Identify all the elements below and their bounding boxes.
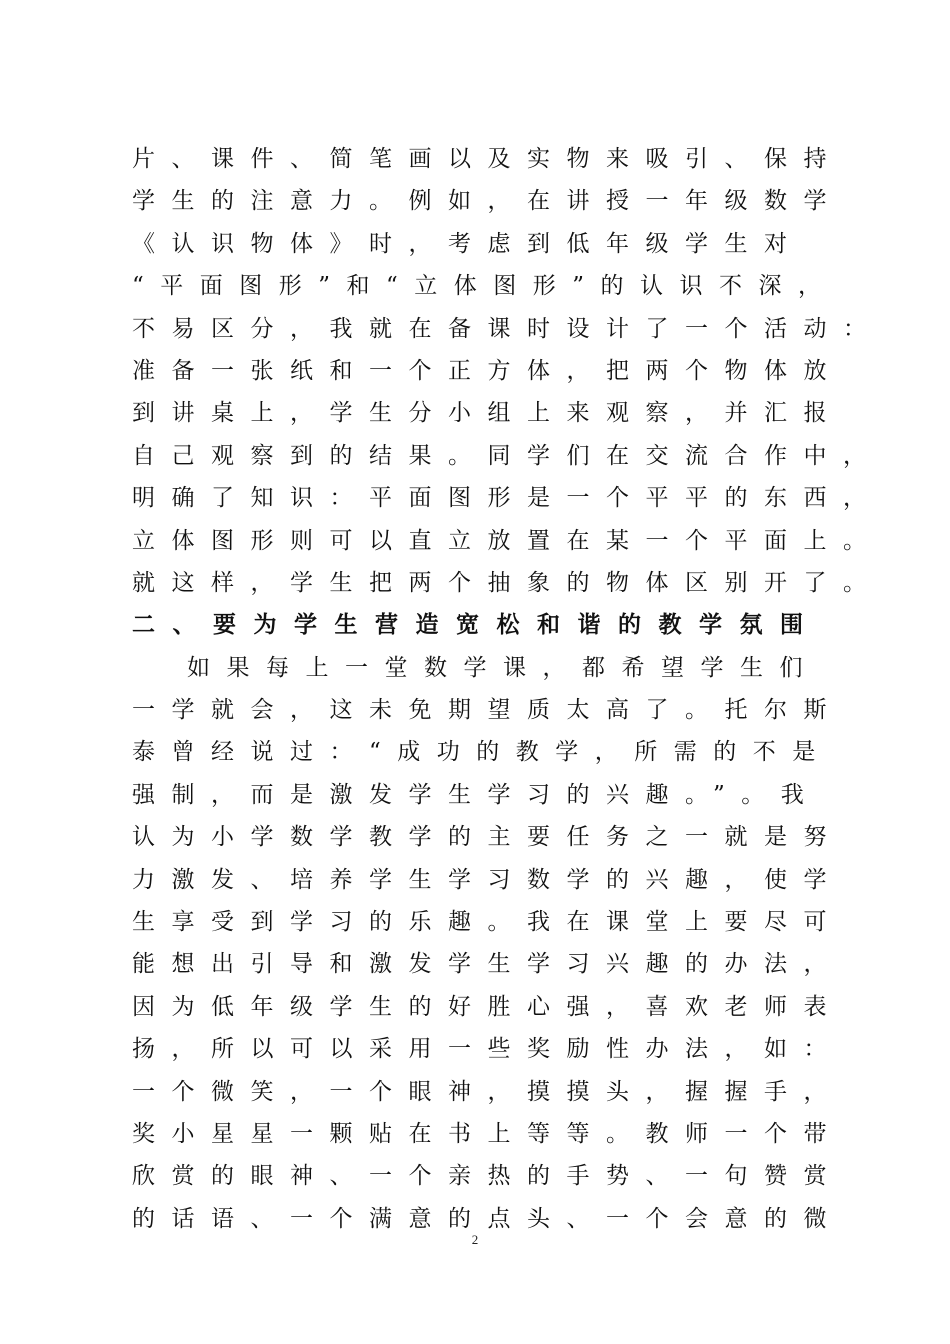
- text-line: 到讲桌上，学生分小组上来观察，并汇报: [132, 400, 843, 427]
- text-line: 欣赏的眼神、一个亲热的手势、一句赞赏: [132, 1163, 843, 1190]
- text-line: 生享受到学习的乐趣。我在课堂上要尽可: [132, 909, 843, 936]
- text-line: 的话语、一个满意的点头、一个会意的微: [132, 1205, 843, 1232]
- text-line: 奖小星星一颗贴在书上等等。教师一个带: [132, 1120, 843, 1147]
- section-heading: 二、要为学生营造宽松和谐的教学氛围: [132, 611, 821, 639]
- text-line: 能想出引导和激发学生学习兴趣的办法，: [132, 951, 843, 978]
- page-number: 2: [471, 1232, 479, 1247]
- text-line: 强制，而是激发学生学习的兴趣。”。我: [132, 781, 821, 808]
- text-line: 认为小学数学教学的主要任务之一就是努: [132, 824, 843, 851]
- text-line: 片、课件、简笔画以及实物来吸引、保持: [132, 146, 843, 172]
- text-line: 学生的注意力。例如，在讲授一年级数学: [132, 188, 843, 215]
- text-line: 准备一张纸和一个正方体，把两个物体放: [132, 357, 843, 384]
- text-line: 不易区分，我就在备课时设计了一个活动：: [132, 315, 883, 342]
- text-line: 自己观察到的结果。同学们在交流合作中，: [132, 442, 883, 469]
- paragraph-first-line: 如果每上一堂数学课，都希望学生们: [187, 654, 819, 681]
- text-line: 一学就会，这未免期望质太高了。托尔斯: [132, 697, 843, 724]
- text-line: “平面图形”和“立体图形”的认识不深，: [132, 273, 838, 300]
- text-line: 一个微笑，一个眼神，摸摸头，握握手，: [132, 1078, 843, 1105]
- text-line: 就这样，学生把两个抽象的物体区别开了。: [132, 569, 883, 596]
- body-text: [132, 138, 883, 1240]
- text-line: 扬，所以可以采用一些奖励性办法，如：: [132, 1036, 843, 1063]
- text-line: 泰曾经说过：“成功的教学，所需的不是: [132, 739, 832, 766]
- text-line: 力激发、培养学生学习数学的兴趣，使学: [132, 866, 843, 893]
- text-line: 《认识物体》时，考虑到低年级学生对: [132, 230, 804, 257]
- text-line: 立体图形则可以直立放置在某一个平面上。: [132, 527, 883, 554]
- text-line: 明确了知识：平面图形是一个平平的东西，: [132, 485, 883, 512]
- text-line: 因为低年级学生的好胜心强，喜欢老师表: [132, 993, 843, 1020]
